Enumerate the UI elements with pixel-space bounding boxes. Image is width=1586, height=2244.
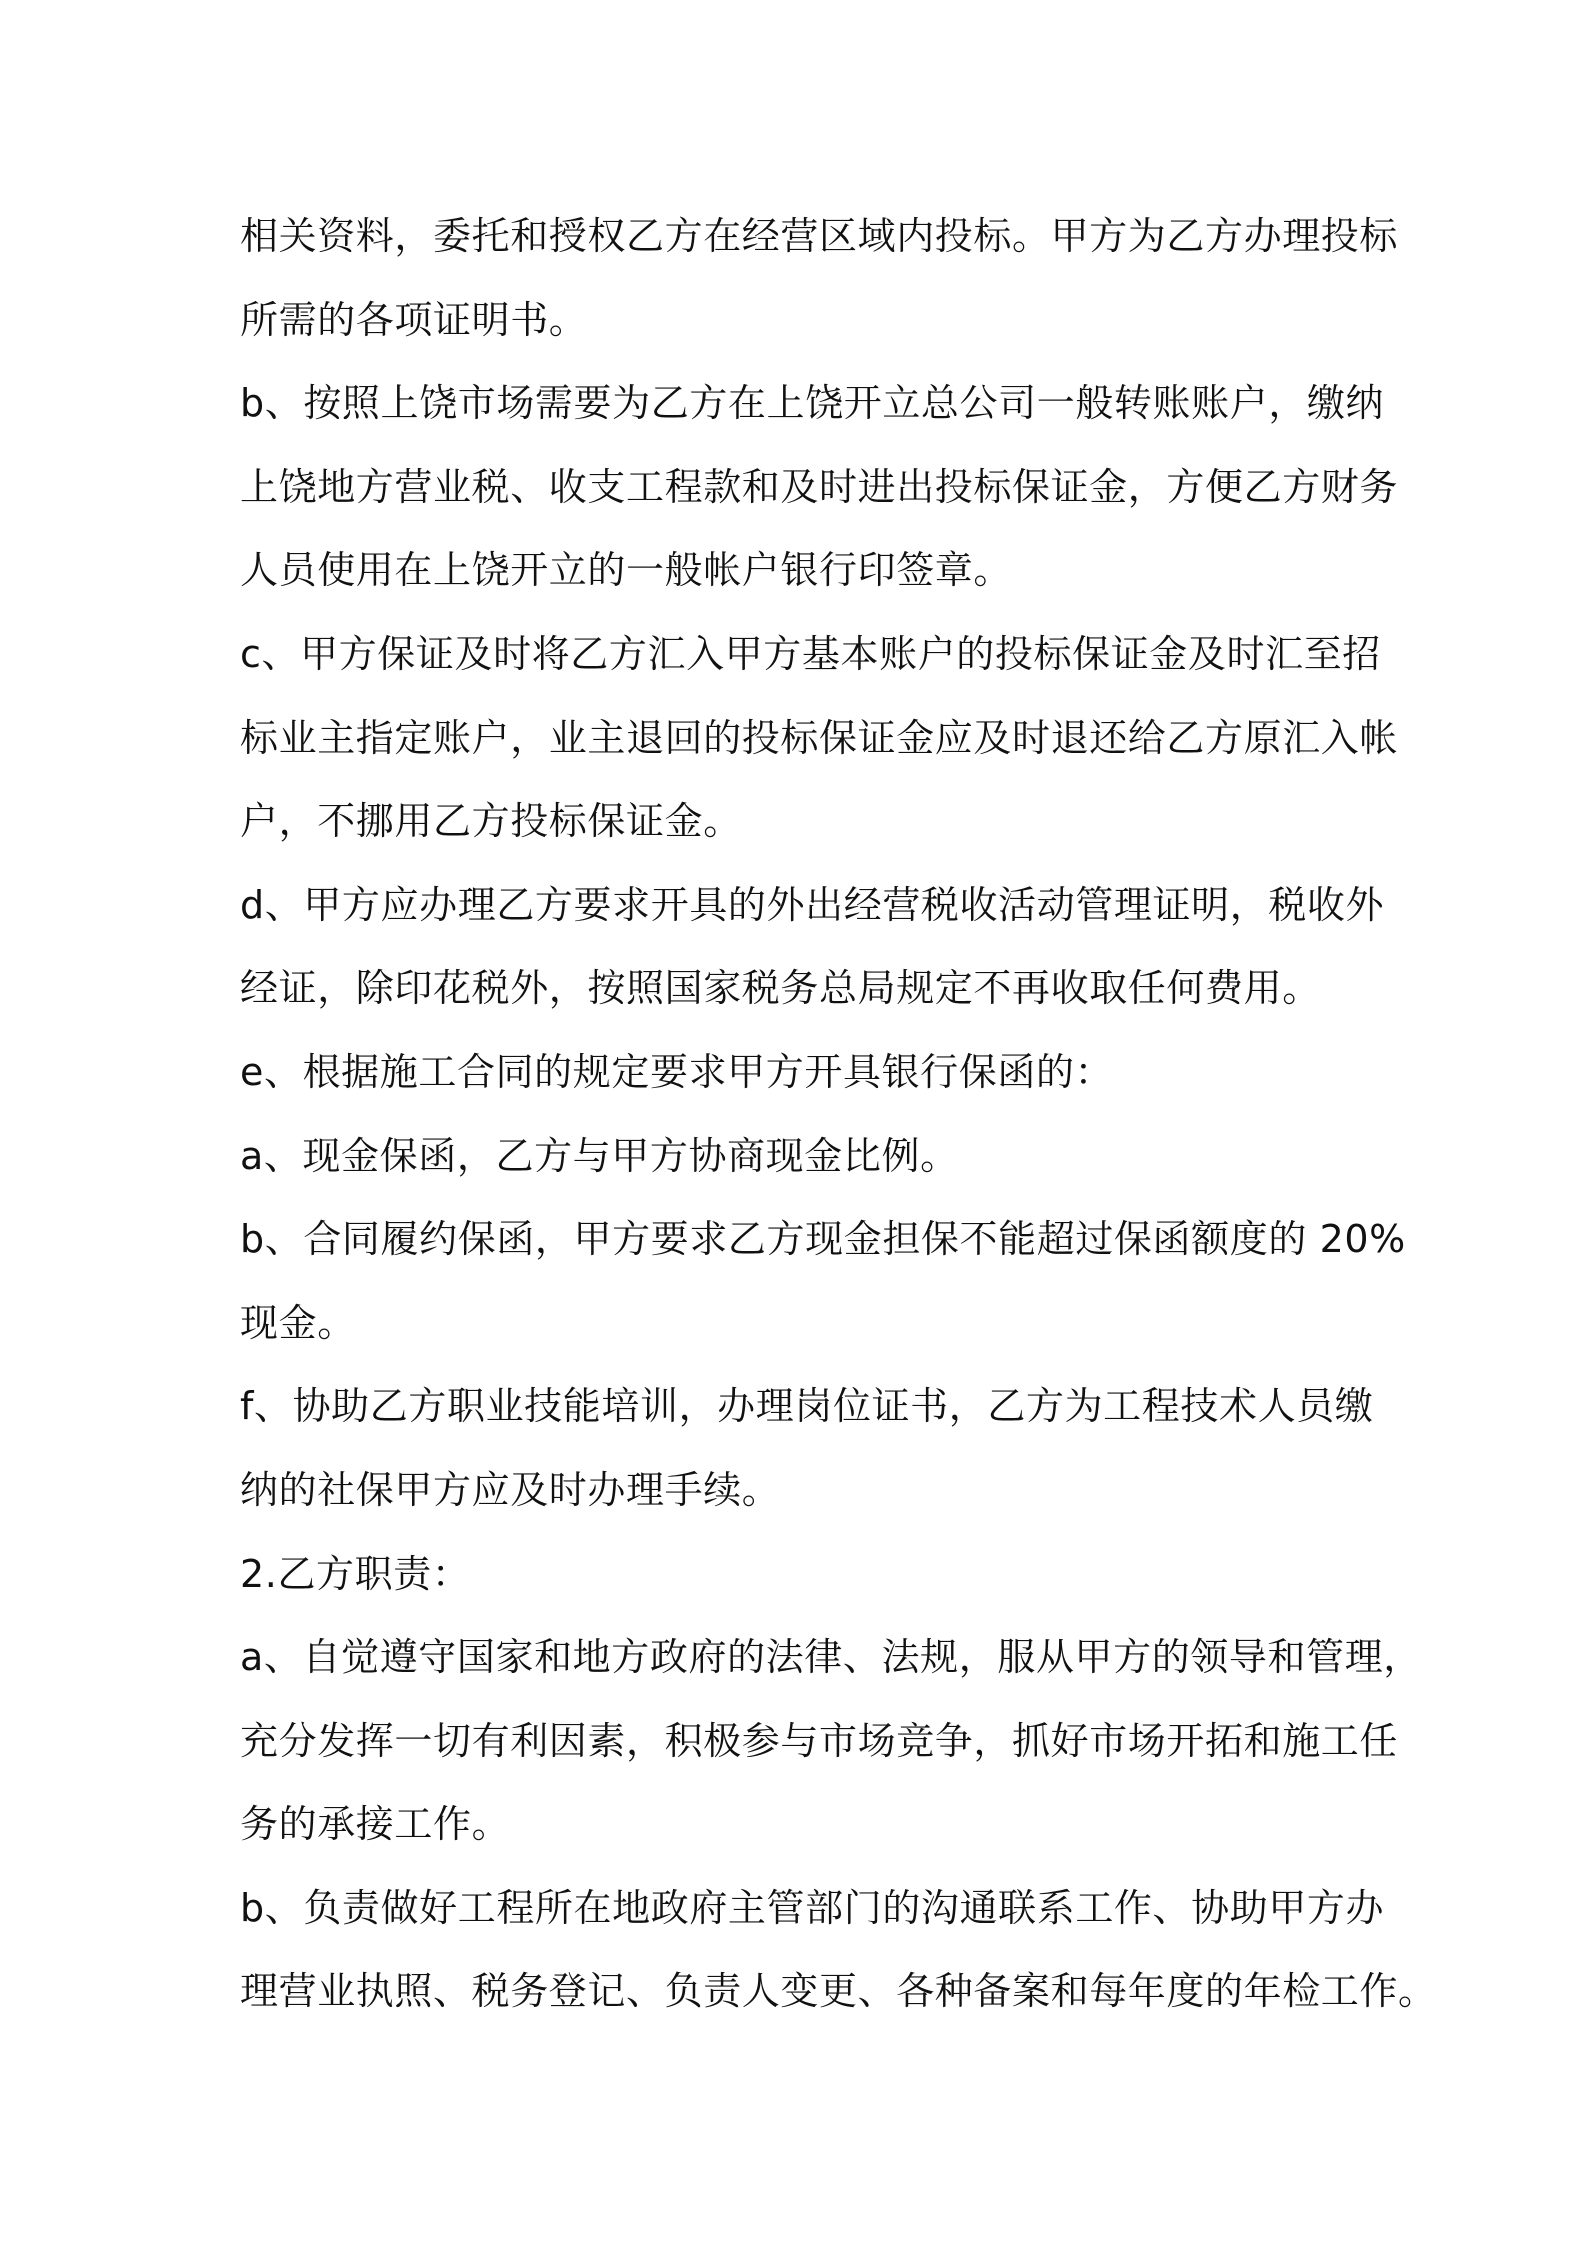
text-line: 相关资料，委托和授权乙方在经营区域内投标。甲方为乙方办理投标 — [240, 214, 1399, 258]
document-body — [240, 195, 1437, 2034]
text-line: 纳的社保甲方应及时办理手续。 — [240, 1467, 781, 1512]
text-line: 所需的各项证明书。 — [240, 297, 588, 342]
text-line: b、按照上饶市场需要为乙方在上饶开立总公司一般转账账户，缴纳 — [240, 381, 1385, 426]
text-line: a、自觉遵守国家和地方政府的法律、法规，服从甲方的领导和管理， — [240, 1635, 1422, 1680]
text-line: e、根据施工合同的规定要求甲方开具银行保函的： — [240, 1049, 1114, 1094]
section-heading: 2.乙方职责： — [240, 1551, 471, 1596]
text-line: 经证，除印花税外，按照国家税务总局规定不再收取任何费用。 — [240, 966, 1321, 1011]
text-line: a、现金保函，乙方与甲方协商现金比例。 — [240, 1133, 959, 1178]
text-line: 户，不挪用乙方投标保证金。 — [240, 799, 742, 844]
text-line: 标业主指定账户，业主退回的投标保证金应及时退还给乙方原汇入帐 — [240, 715, 1399, 760]
text-line: 理营业执照、税务登记、负责人变更、各种备案和每年度的年检工作。 — [240, 1969, 1437, 2014]
text-line: 人员使用在上饶开立的一般帐户银行印签章。 — [240, 548, 1013, 593]
text-line: 现金。 — [240, 1300, 356, 1345]
text-line: 上饶地方营业税、收支工程款和及时进出投标保证金，方便乙方财务 — [240, 464, 1399, 509]
text-line: b、负责做好工程所在地政府主管部门的沟通联系工作、协助甲方办 — [240, 1885, 1385, 1930]
text-line: f、协助乙方职业技能培训，办理岗位证书，乙方为工程技术人员缴 — [240, 1384, 1374, 1429]
text-line: 充分发挥一切有利因素，积极参与市场竞争，抓好市场开拓和施工任 — [240, 1718, 1399, 1763]
text-line: b、合同履约保函，甲方要求乙方现金担保不能超过保函额度的 20% — [240, 1217, 1406, 1262]
text-line: 务的承接工作。 — [240, 1802, 511, 1847]
text-line: c、甲方保证及时将乙方汇入甲方基本账户的投标保证金及时汇至招 — [240, 631, 1381, 676]
text-line: d、甲方应办理乙方要求开具的外出经营税收活动管理证明，税收外 — [240, 882, 1385, 927]
